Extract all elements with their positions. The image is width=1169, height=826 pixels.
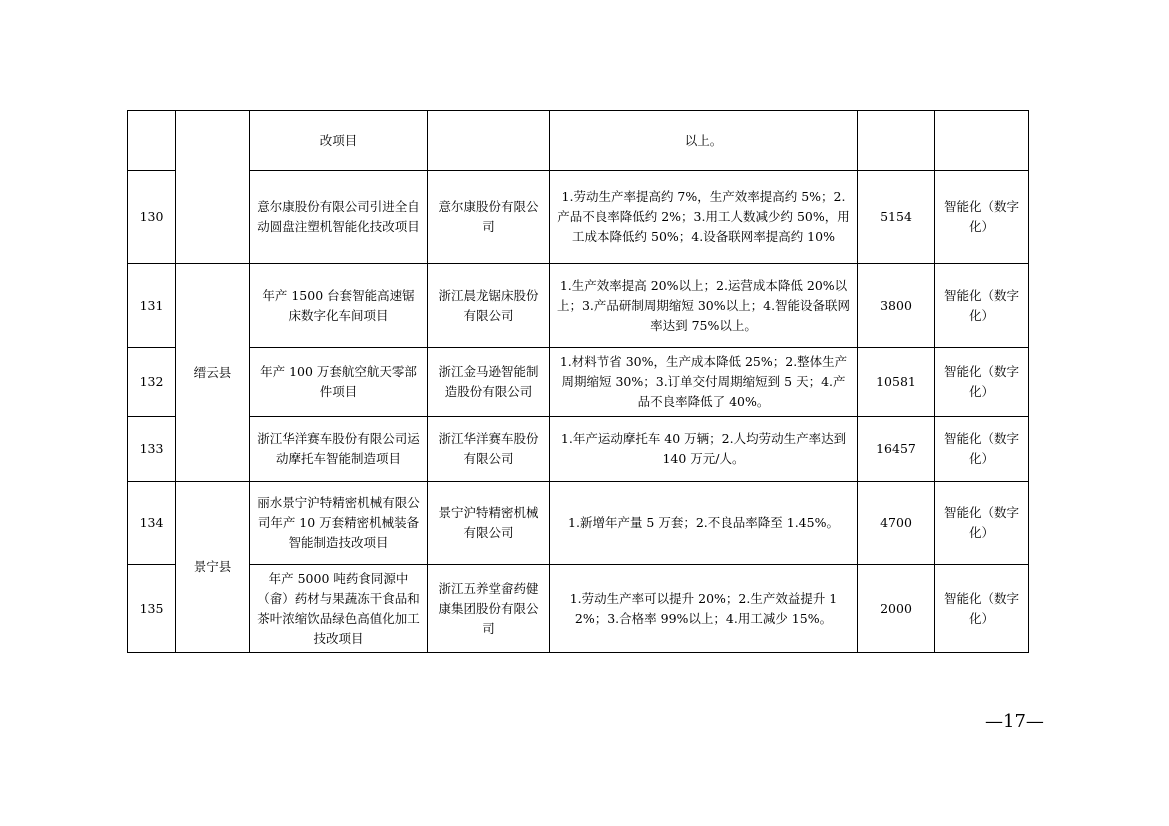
cell-no: 135 (128, 565, 176, 653)
cell-amount: 2000 (858, 565, 935, 653)
cell-project: 年产 1500 台套智能高速锯 床数字化车间项目 (250, 264, 428, 348)
cell-type: 智能化（数字化） (935, 171, 1029, 264)
cell-county: 缙云县 (176, 264, 250, 482)
cell-type: 智能化（数字化） (935, 482, 1029, 565)
table-row (128, 482, 1029, 565)
cell-project: 年产 100 万套航空航天零部件项目 (250, 348, 428, 417)
cell-type: 智能化（数字化） (935, 348, 1029, 417)
cell-target: 1.劳动生产率提高约 7%，生产效率提高约 5%；2.产品不良率降低约 2%；3.用工人数减少约 50%，用工成本降低约 50%；4.设备联网率提高约 10% (550, 171, 858, 264)
cell-no: 133 (128, 417, 176, 482)
cell-no (128, 111, 176, 171)
table-row (128, 111, 1029, 171)
cell-amount (858, 111, 935, 171)
cell-project: 改项目 (250, 111, 428, 171)
cell-amount: 10581 (858, 348, 935, 417)
cell-company: 景宁沪特精密机械有限公司 (428, 482, 550, 565)
cell-project: 意尔康股份有限公司引进全自动圆盘注塑机智能化技改项目 (250, 171, 428, 264)
cell-no: 134 (128, 482, 176, 565)
cell-county (176, 111, 250, 264)
cell-project: 年产 5000 吨药食同源中（畲）药材与果蔬冻干食品和茶叶浓缩饮品绿色高值化加工技改项目 (250, 565, 428, 653)
cell-target: 1.新增年产量 5 万套；2.不良品率降至 1.45%。 (550, 482, 858, 565)
cell-project: 浙江华洋赛车股份有限公司运动摩托车智能制造项目 (250, 417, 428, 482)
cell-no: 130 (128, 171, 176, 264)
cell-project: 丽水景宁沪特精密机械有限公司年产 10 万套精密机械装备智能制造技改项目 (250, 482, 428, 565)
table-row (128, 417, 1029, 482)
cell-county: 景宁县 (176, 482, 250, 653)
cell-amount: 5154 (858, 171, 935, 264)
cell-company (428, 111, 550, 171)
cell-type (935, 111, 1029, 171)
page-number: —17— (985, 711, 1044, 732)
table-row (128, 171, 1029, 264)
cell-no: 132 (128, 348, 176, 417)
table-row (128, 565, 1029, 653)
cell-target: 1.劳动生产率可以提升 20%；2.生产效益提升 12%；3.合格率 99%以上；4.用工减少 15%。 (550, 565, 858, 653)
cell-type: 智能化（数字化） (935, 417, 1029, 482)
cell-company: 意尔康股份有限公司 (428, 171, 550, 264)
cell-type: 智能化（数字化） (935, 565, 1029, 653)
cell-target: 以上。 (550, 111, 858, 171)
cell-company: 浙江金马逊智能制造股份有限公司 (428, 348, 550, 417)
cell-amount: 3800 (858, 264, 935, 348)
cell-type: 智能化（数字化） (935, 264, 1029, 348)
table-row (128, 264, 1029, 348)
cell-amount: 16457 (858, 417, 935, 482)
cell-company: 浙江华洋赛车股份有限公司 (428, 417, 550, 482)
cell-company: 浙江晨龙锯床股份有限公司 (428, 264, 550, 348)
cell-target: 1.生产效率提高 20%以上；2.运营成本降低 20%以上；3.产品研制周期缩短 30%以上；4.智能设备联网率达到 75%以上。 (550, 264, 858, 348)
project-table (127, 110, 1029, 653)
cell-target: 1.材料节省 30%，生产成本降低 25%；2.整体生产周期缩短 30%；3.订单交付周期缩短到 5 天；4.产品不良率降低了 40%。 (550, 348, 858, 417)
cell-no: 131 (128, 264, 176, 348)
cell-amount: 4700 (858, 482, 935, 565)
cell-company: 浙江五养堂畲药健康集团股份有限公司 (428, 565, 550, 653)
cell-target: 1.年产运动摩托车 40 万辆；2.人均劳动生产率达到 140 万元/人。 (550, 417, 858, 482)
table-row (128, 348, 1029, 417)
